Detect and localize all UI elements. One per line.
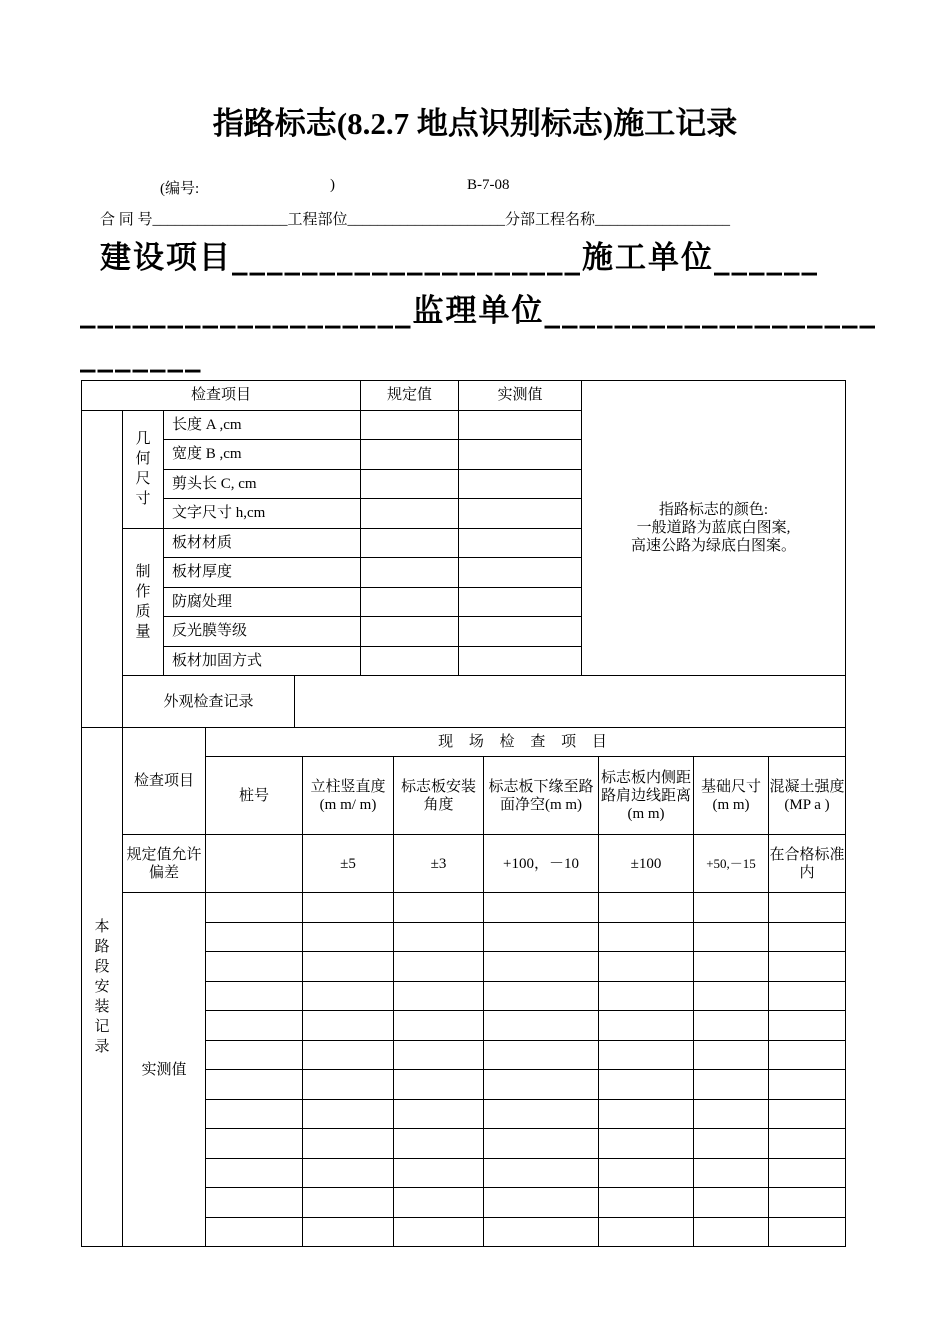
tolerance-cell: ±3	[394, 835, 484, 893]
tolerance-cell	[206, 835, 303, 893]
column-header: 标志板下缘至路面净空(m m)	[484, 757, 599, 835]
measured-cell[interactable]	[484, 1070, 599, 1100]
measured-cell[interactable]	[394, 1040, 484, 1070]
appearance-record-cell[interactable]	[295, 676, 846, 728]
column-header: 立柱竖直度(m m/ m)	[303, 757, 394, 835]
measured-cell[interactable]	[694, 1099, 769, 1129]
column-header: 基础尺寸(m m)	[694, 757, 769, 835]
measured-cell[interactable]	[484, 952, 599, 982]
row-label: 剪头长 C, cm	[164, 469, 361, 499]
measured-cell[interactable]	[303, 922, 394, 952]
measured-cell[interactable]	[206, 1070, 303, 1100]
spec-cell[interactable]	[361, 528, 459, 558]
note-line: 高速公路为绿底白图案。	[631, 538, 797, 554]
appearance-label: 外观检查记录	[123, 676, 295, 728]
row-label: 防腐处理	[164, 587, 361, 617]
measured-cell[interactable]	[484, 922, 599, 952]
measured-cell[interactable]	[599, 1099, 694, 1129]
measured-cell[interactable]	[303, 1158, 394, 1188]
measured-cell[interactable]	[206, 952, 303, 982]
measured-cell[interactable]	[303, 1011, 394, 1041]
measured-cell[interactable]	[303, 952, 394, 982]
measured-cell[interactable]	[394, 893, 484, 923]
spec-cell[interactable]	[361, 617, 459, 647]
measured-cell[interactable]	[459, 646, 582, 676]
measured-cell[interactable]	[484, 1040, 599, 1070]
measured-cell[interactable]	[303, 1217, 394, 1247]
measured-cell[interactable]	[599, 1158, 694, 1188]
spec-cell[interactable]	[361, 440, 459, 470]
measured-cell[interactable]	[484, 893, 599, 923]
group-quality: 制 作 质 量	[123, 528, 164, 676]
measured-cell[interactable]	[394, 1011, 484, 1041]
column-header: 桩号	[206, 757, 303, 835]
serial-number-close: )	[330, 177, 335, 193]
measured-label: 实测值	[123, 893, 206, 1247]
measured-cell[interactable]	[694, 1217, 769, 1247]
measured-cell[interactable]	[769, 893, 846, 923]
measured-cell[interactable]	[459, 469, 582, 499]
measured-cell[interactable]	[694, 952, 769, 982]
supervisor-line-continued: _______	[80, 337, 203, 373]
measured-cell[interactable]	[394, 981, 484, 1011]
measured-cell[interactable]	[769, 981, 846, 1011]
measured-cell[interactable]	[599, 952, 694, 982]
measured-row	[82, 893, 846, 923]
measured-cell[interactable]	[206, 1158, 303, 1188]
measured-cell[interactable]	[206, 922, 303, 952]
measured-cell[interactable]	[694, 1070, 769, 1100]
row-label: 长度 A ,cm	[164, 410, 361, 440]
contract-info-line: 合 同 号__________________工程部位_____________________分部工程名称__________________	[100, 212, 731, 228]
measured-cell[interactable]	[303, 1188, 394, 1218]
header-spec-value: 规定值	[361, 381, 459, 411]
note-line: 一般道路为蓝底白图案,	[636, 520, 791, 536]
measured-cell[interactable]	[303, 1129, 394, 1159]
section-label-installation: 本 路 段 安 装 记 录	[82, 728, 123, 1247]
measured-cell[interactable]	[769, 1217, 846, 1247]
tolerance-cell: ±5	[303, 835, 394, 893]
measured-cell[interactable]	[459, 587, 582, 617]
measured-cell[interactable]	[694, 1188, 769, 1218]
measured-cell[interactable]	[206, 1129, 303, 1159]
measured-cell[interactable]	[694, 1129, 769, 1159]
measured-cell[interactable]	[394, 1158, 484, 1188]
measured-cell[interactable]	[206, 981, 303, 1011]
measured-cell[interactable]	[303, 1099, 394, 1129]
measured-cell[interactable]	[599, 1188, 694, 1218]
measured-cell[interactable]	[459, 440, 582, 470]
measured-cell[interactable]	[206, 1217, 303, 1247]
note-line: 指路标志的颜色:	[658, 502, 769, 518]
measured-cell[interactable]	[694, 922, 769, 952]
form-code: B-7-08	[467, 177, 510, 193]
tolerance-cell: 在合格标准内	[769, 835, 846, 893]
measured-cell[interactable]	[459, 558, 582, 588]
measured-cell[interactable]	[769, 1011, 846, 1041]
measured-cell[interactable]	[694, 1040, 769, 1070]
row-label: 反光膜等级	[164, 617, 361, 647]
installation-record-table	[81, 727, 846, 1247]
row-label: 板材材质	[164, 528, 361, 558]
measured-cell[interactable]	[394, 1217, 484, 1247]
measured-cell[interactable]	[303, 1070, 394, 1100]
measured-cell[interactable]	[599, 1217, 694, 1247]
measured-cell[interactable]	[394, 1070, 484, 1100]
measured-cell[interactable]	[459, 617, 582, 647]
measured-cell[interactable]	[206, 1040, 303, 1070]
measured-cell[interactable]	[599, 1070, 694, 1100]
measured-cell[interactable]	[394, 1099, 484, 1129]
measured-cell[interactable]	[599, 922, 694, 952]
measured-cell[interactable]	[599, 981, 694, 1011]
header-inspection-item: 检查项目	[82, 381, 361, 411]
measured-cell[interactable]	[599, 1040, 694, 1070]
spec-cell[interactable]	[361, 410, 459, 440]
measured-cell[interactable]	[459, 528, 582, 558]
measured-cell[interactable]	[303, 981, 394, 1011]
field-inspection-header: 现 场 检 查 项 目	[206, 728, 846, 757]
spec-cell[interactable]	[361, 646, 459, 676]
measured-cell[interactable]	[769, 1158, 846, 1188]
measured-cell[interactable]	[206, 1099, 303, 1129]
tolerance-cell: +100，－10	[484, 835, 599, 893]
measured-cell[interactable]	[769, 1129, 846, 1159]
measured-cell[interactable]	[303, 1040, 394, 1070]
measured-cell[interactable]	[206, 893, 303, 923]
serial-number-label: (编号:	[160, 181, 200, 197]
measured-cell[interactable]	[694, 1158, 769, 1188]
measured-cell[interactable]	[769, 1188, 846, 1218]
tolerance-label: 规定值允许偏差	[123, 835, 206, 893]
tolerance-cell: ±100	[599, 835, 694, 893]
measured-cell[interactable]	[484, 1129, 599, 1159]
measured-cell[interactable]	[459, 499, 582, 529]
measured-cell[interactable]	[769, 952, 846, 982]
measured-cell[interactable]	[694, 893, 769, 923]
row-label: 板材加固方式	[164, 646, 361, 676]
measured-cell[interactable]	[303, 893, 394, 923]
page-title: 指路标志(8.2.7 地点识别标志)施工记录	[212, 106, 738, 141]
measured-cell[interactable]	[769, 1040, 846, 1070]
column-header: 混凝土强度(MP a )	[769, 757, 846, 835]
supervisor-line: ___________________监理单位___________________	[80, 293, 877, 329]
measured-cell[interactable]	[769, 1070, 846, 1100]
measured-cell[interactable]	[769, 922, 846, 952]
measured-cell[interactable]	[459, 410, 582, 440]
measured-cell[interactable]	[484, 1011, 599, 1041]
measured-cell[interactable]	[484, 1217, 599, 1247]
sign-color-note	[582, 381, 846, 676]
measured-cell[interactable]	[599, 893, 694, 923]
measured-cell[interactable]	[694, 1011, 769, 1041]
project-contractor-line: 建设项目____________________施工单位______	[100, 240, 819, 276]
measured-cell[interactable]	[394, 1188, 484, 1218]
inspection-table	[81, 380, 846, 728]
row-label: 文字尺寸 h,cm	[164, 499, 361, 529]
measured-cell[interactable]	[206, 1011, 303, 1041]
measured-cell[interactable]	[599, 1129, 694, 1159]
measured-cell[interactable]	[484, 1188, 599, 1218]
row-label: 宽度 B ,cm	[164, 440, 361, 470]
measured-cell[interactable]	[484, 1158, 599, 1188]
measured-cell[interactable]	[394, 1129, 484, 1159]
blank-side-cell	[82, 410, 123, 728]
header-measured-value: 实测值	[459, 381, 582, 411]
measured-cell[interactable]	[484, 981, 599, 1011]
measured-cell[interactable]	[694, 981, 769, 1011]
row-label: 板材厚度	[164, 558, 361, 588]
measured-cell[interactable]	[599, 1011, 694, 1041]
spec-cell[interactable]	[361, 587, 459, 617]
measured-cell[interactable]	[394, 952, 484, 982]
column-header: 标志板安装角度	[394, 757, 484, 835]
group-geometry: 几 何 尺 寸	[123, 410, 164, 528]
spec-cell[interactable]	[361, 499, 459, 529]
check-item-label: 检查项目	[123, 728, 206, 835]
measured-cell[interactable]	[206, 1188, 303, 1218]
tolerance-cell: +50,－15	[694, 835, 769, 893]
column-header: 标志板内侧距路肩边线距离(m m)	[599, 757, 694, 835]
measured-cell[interactable]	[484, 1099, 599, 1129]
spec-cell[interactable]	[361, 469, 459, 499]
measured-cell[interactable]	[394, 922, 484, 952]
spec-cell[interactable]	[361, 558, 459, 588]
measured-cell[interactable]	[769, 1099, 846, 1129]
